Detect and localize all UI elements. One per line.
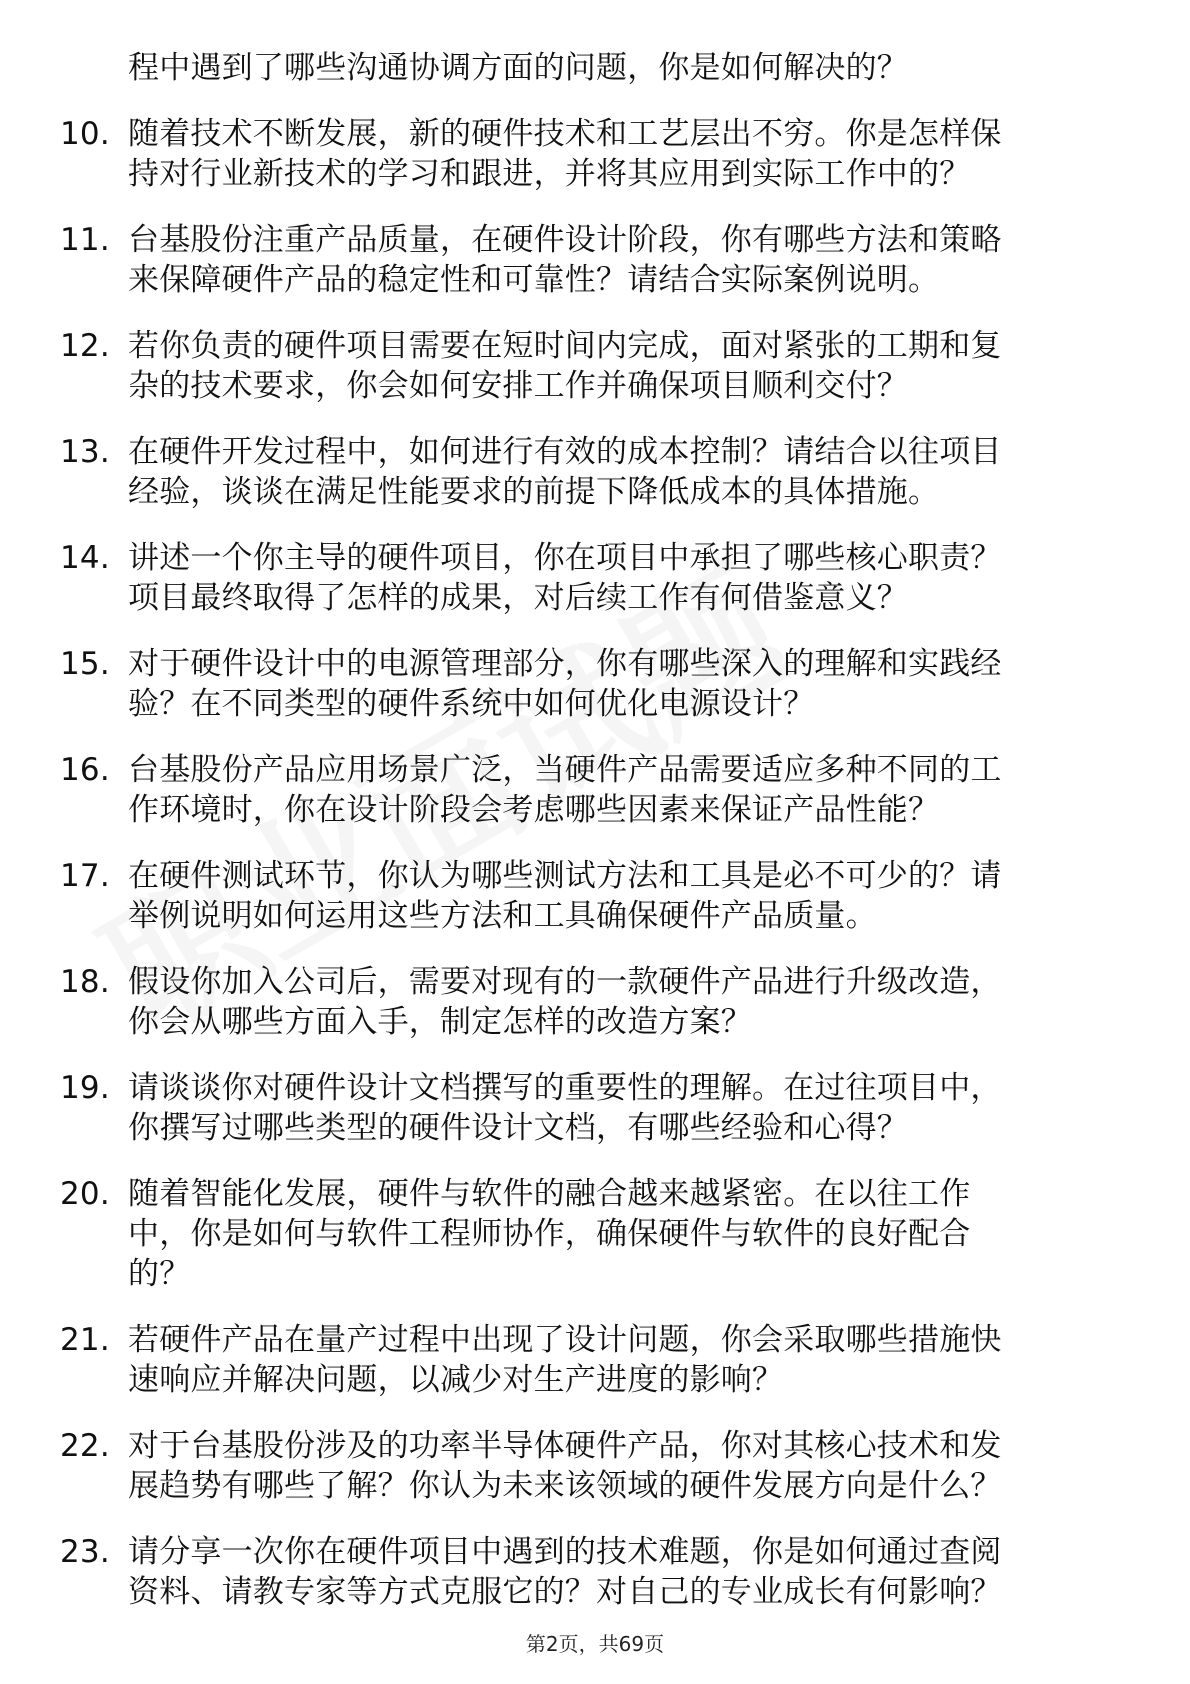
question-number: 16. bbox=[60, 752, 110, 788]
question-text-line: 验？在不同类型的硬件系统中如何优化电源设计？ bbox=[128, 686, 815, 722]
question-number: 13. bbox=[60, 434, 110, 470]
question-number: 23. bbox=[60, 1534, 110, 1570]
question-text-line: 台基股份注重产品质量，在硬件设计阶段，你有哪些方法和策略 bbox=[128, 222, 1002, 258]
question-text-line: 的？ bbox=[128, 1256, 191, 1292]
question-text-line: 请分享一次你在硬件项目中遇到的技术难题，你是如何通过查阅 bbox=[128, 1534, 1002, 1570]
question-number: 22. bbox=[60, 1428, 110, 1464]
question-number: 12. bbox=[60, 328, 110, 364]
question-text-line: 作环境时，你在设计阶段会考虑哪些因素来保证产品性能？ bbox=[128, 792, 940, 828]
question-text-line: 资料、请教专家等方式克服它的？对自己的专业成长有何影响？ bbox=[128, 1574, 1002, 1610]
question-text-line: 你撰写过哪些类型的硬件设计文档，有哪些经验和心得？ bbox=[128, 1110, 908, 1146]
question-text-line: 请谈谈你对硬件设计文档撰写的重要性的理解。在过往项目中， bbox=[128, 1070, 1002, 1106]
question-number: 15. bbox=[60, 646, 110, 682]
question-text-line: 台基股份产品应用场景广泛，当硬件产品需要适应多种不同的工 bbox=[128, 752, 1002, 788]
question-number: 18. bbox=[60, 964, 110, 1000]
question-text-line: 举例说明如何运用这些方法和工具确保硬件产品质量。 bbox=[128, 898, 877, 934]
question-number: 11. bbox=[60, 222, 110, 258]
question-text-line: 项目最终取得了怎样的成果，对后续工作有何借鉴意义？ bbox=[128, 580, 908, 616]
question-text-line: 杂的技术要求，你会如何安排工作并确保项目顺利交付？ bbox=[128, 368, 908, 404]
question-text-line: 假设你加入公司后，需要对现有的一款硬件产品进行升级改造， bbox=[128, 964, 1002, 1000]
question-number: 20. bbox=[60, 1176, 110, 1212]
question-text-line: 经验，谈谈在满足性能要求的前提下降低成本的具体措施。 bbox=[128, 474, 940, 510]
question-text-line: 随着技术不断发展，新的硬件技术和工艺层出不穷。你是怎样保 bbox=[128, 116, 1002, 152]
question-text-line: 若硬件产品在量产过程中出现了设计问题，你会采取哪些措施快 bbox=[128, 1322, 1002, 1358]
question-number: 21. bbox=[60, 1322, 110, 1358]
question-text-line: 在硬件测试环节，你认为哪些测试方法和工具是必不可少的？请 bbox=[128, 858, 1002, 894]
question-number: 10. bbox=[60, 116, 110, 152]
question-number: 14. bbox=[60, 540, 110, 576]
question-text-line: 对于硬件设计中的电源管理部分，你有哪些深入的理解和实践经 bbox=[128, 646, 1002, 682]
question-text-line: 对于台基股份涉及的功率半导体硬件产品，你对其核心技术和发 bbox=[128, 1428, 1002, 1464]
question-number: 19. bbox=[60, 1070, 110, 1106]
question-text-line: 中，你是如何与软件工程师协作，确保硬件与软件的良好配合 bbox=[128, 1216, 971, 1252]
question-text-line: 在硬件开发过程中，如何进行有效的成本控制？请结合以往项目 bbox=[128, 434, 1002, 470]
question-text-line: 讲述一个你主导的硬件项目，你在项目中承担了哪些核心职责？ bbox=[128, 540, 1002, 576]
question-number: 17. bbox=[60, 858, 110, 894]
question-text-line: 展趋势有哪些了解？你认为未来该领域的硬件发展方向是什么？ bbox=[128, 1468, 1002, 1504]
question-text-line: 随着智能化发展，硬件与软件的融合越来越紧密。在以往工作 bbox=[128, 1176, 971, 1212]
page-footer: 第2页，共69页 bbox=[525, 1632, 665, 1656]
question-text-line: 速响应并解决问题，以减少对生产进度的影响？ bbox=[128, 1362, 784, 1398]
question-text-line: 来保障硬件产品的稳定性和可靠性？请结合实际案例说明。 bbox=[128, 262, 940, 298]
question-text-line: 持对行业新技术的学习和跟进，并将其应用到实际工作中的？ bbox=[128, 156, 971, 192]
question-text-line: 若你负责的硬件项目需要在短时间内完成，面对紧张的工期和复 bbox=[128, 328, 1002, 364]
continuation-line: 程中遇到了哪些沟通协调方面的问题，你是如何解决的？ bbox=[128, 50, 908, 86]
question-text-line: 你会从哪些方面入手，制定怎样的改造方案？ bbox=[128, 1004, 752, 1040]
